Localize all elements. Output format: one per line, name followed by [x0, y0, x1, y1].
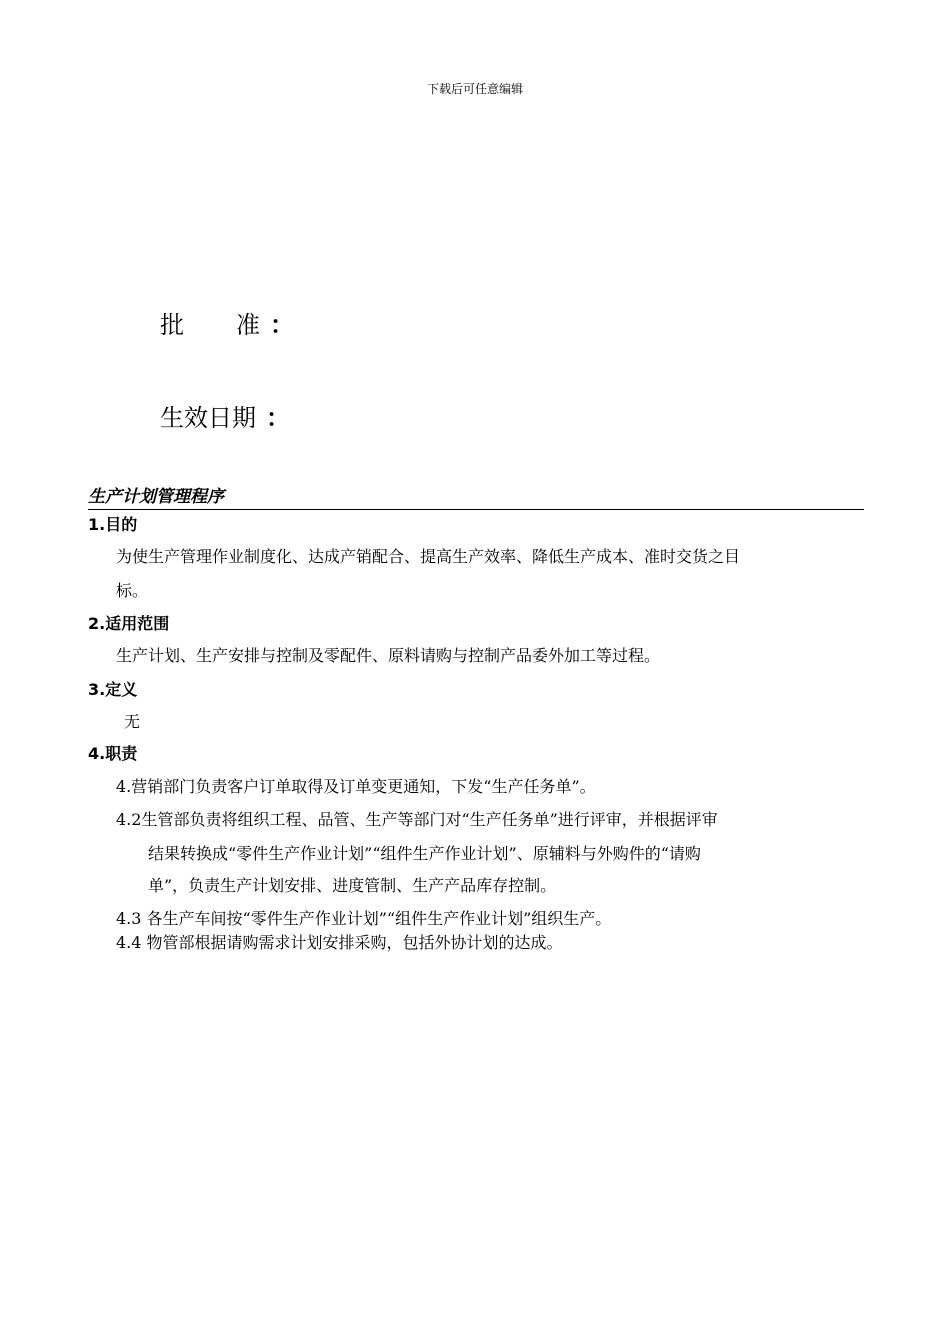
approve-colon: ： [270, 310, 294, 339]
section-3-title: 3.定义 [88, 680, 138, 699]
section-1-title: 1.目的 [88, 515, 138, 534]
doc-title: 生产计划管理程序 [88, 487, 224, 507]
effective-date-colon: ： [266, 403, 290, 432]
effective-date-text: 生效日期 [160, 404, 256, 432]
section-2-text-line-1: 生产计划、生产安排与控制及零配件、原料请购与控制产品委外加工等过程。 [116, 646, 661, 665]
approve-char-1: 批 [160, 311, 184, 339]
section-4-item-4: 4.4 物管部根据请购需求计划安排采购，包括外协计划的达成。 [116, 933, 563, 952]
section-1-text-line-1: 为使生产管理作业制度化、达成产销配合、提高生产效率、降低生产成本、准时交货之目 [116, 547, 741, 566]
section-4-item-2-line-2: 结果转换成“零件生产作业计划”“组件生产作业计划”、原辅料与外购件的“请购 [148, 844, 701, 863]
section-3-text-line-1: 无 [124, 712, 141, 731]
approve-char-2: 准 [236, 311, 260, 339]
section-4-title: 4.职责 [88, 744, 138, 763]
header-note: 下载后可任意编辑 [426, 82, 523, 96]
section-4-item-2-line-3: 单”，负责生产计划安排、进度管制、生产产品库存控制。 [148, 876, 557, 895]
approve-label [160, 305, 294, 340]
section-4-item-1: 4.营销部门负责客户订单取得及订单变更通知，下发“生产任务单”。 [116, 777, 596, 796]
section-4-item-3: 4.3 各生产车间按“零件生产作业计划”“组件生产作业计划”组织生产。 [116, 909, 612, 928]
section-2-title: 2.适用范围 [88, 614, 170, 633]
doc-title-rule [88, 487, 864, 510]
section-4-item-2-line-1: 4.2生管部负责将组织工程、品管、生产等部门对“生产任务单”进行评审，并根据评审 [116, 810, 718, 829]
section-1-text-line-2: 标。 [116, 581, 149, 600]
effective-date-label [160, 398, 290, 433]
